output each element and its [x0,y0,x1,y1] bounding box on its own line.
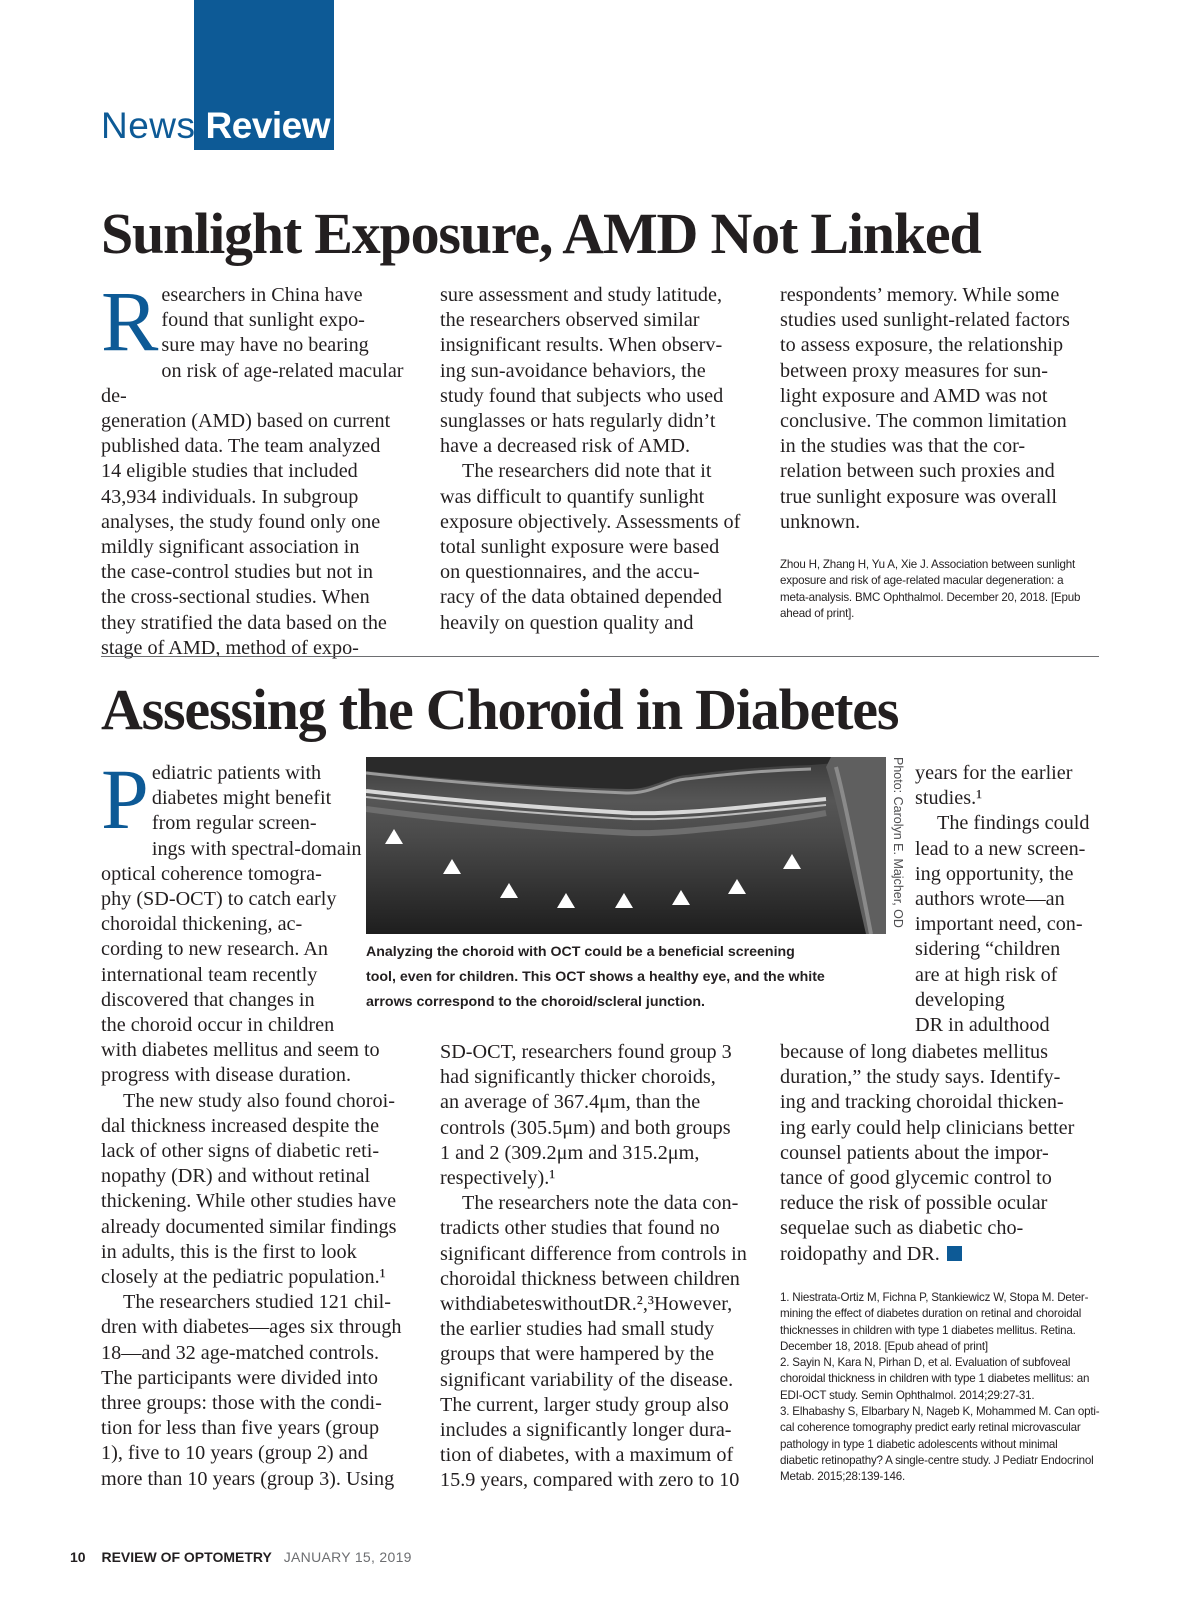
oct-image [366,757,886,934]
article2-col3-para1: years for the earlier studies.¹ [915,762,1073,810]
end-of-article-mark [947,1246,962,1261]
article1-col2-para1: sure assessment and study latitude, the researchers observed similar insignificant results. When observ- ing sun-avoidance behaviors, the study found that subjects who used sunglasses or hats regularly didn’t have a decreased risk of AMD. [440,284,724,458]
issue-date: JANUARY 15, 2019 [283,1549,412,1565]
oct-scan-graphic [366,757,886,934]
article1-col2-para2: The researchers did note that it was difficult to quantify sunlight exposure objectively. Assessments of total sunlight exposure were based on questionnaires, and the accu- racy of the data obtained depended heavily on question quality and [440,460,741,634]
article1-column2 [440,283,760,636]
article2-dropcap: P [101,751,149,847]
article1-headline: Sunlight Exposure, AMD Not Linked [101,201,981,266]
section-review-label: Review [205,105,331,146]
article2-column2 [440,1040,762,1494]
article2-column3-upper [915,761,1105,1038]
article2-col2-para1: SD-OCT, researchers found group 3 had significantly thicker choroids, an average of 367.4μm, than the controls (305.5μm) and both groups 1 and 2 (309.2μm and 315.2μm, respectively).¹ [440,1041,732,1190]
article2-column3-lower [780,1040,1105,1267]
article1-reference: Zhou H, Zhang H, Yu A, Xie J. Association between sunlight exposure and risk of age-related macular degeneration: a meta-analysis. BMC Ophthalmol. December 20, 2018. [Epub ahead of print]. [780,558,1081,620]
article1-col1-text: esearchers in China have found that sunlight expo- sure may have no bearing on risk of age-related macular de- generation (AMD) based on current published data. The team analyzed 14 eligible studies that included 43,934 individuals. In subgroup analyses, the study found only one mildly significant association in the case-control studies but not in the cross-sectional studies. When they stratified the data based on the stage of AMD, method of expo- [101,284,404,659]
figure-caption: Analyzing the choroid with OCT could be a beneficial screening tool, even for children. This OCT shows a healthy eye, and the white arrows correspond to the choroid/scleral junction. [366,944,825,1011]
article2-col3-para3-text: because of long diabetes mellitus duration,” the study says. Identify- ing and tracking choroidal thicken- ing early could help clinicians better counsel patients about the impor- tance of good glycemic control to reduce the risk of possible ocular sequelae such as diabetic cho- roidopathy and DR. [780,1041,1075,1265]
article2-col3-para2: The findings could lead to a new screen- ing opportunity, the authors wrote—an important need, con- sidering “children are at high risk of developing DR in adulthood [915,812,1090,1037]
page-footer [70,1549,412,1565]
article2-col1-para3: The researchers studied 121 chil- dren with diabetes—ages six through 18—and 32 age-matched controls. The participants were divided into three groups: those with the condi- tion for less than five years (group 1), five to 10 years (group 2) and more than 10 years (group 3). Using [101,1291,402,1490]
section-divider [101,656,1099,657]
article2-col3-para3 [780,1040,1105,1267]
article1-col3-text: respondents’ memory. While some studies used sunlight-related factors to assess exposure, the relationship between proxy measures for sun- light exposure and AMD was not conclusive. The common limitation in the studies was that the cor- relation between such proxies and true sunlight exposure was overall unknown. [780,284,1070,533]
article2-col1-para1: ediatric patients with diabetes might benefit from regular screen- ings with spectral-domain optical coherence tomogra- phy (SD-OCT) to catch early choroidal thickening, ac- cording to new research. An international team recently discovered that changes in the choroid occur in children with diabetes mellitus and seem to progress with disease duration. [101,762,380,1087]
article2-col1-para2: The new study also found choroi- dal thickness increased despite the lack of other signs of diabetic reti- nopathy (DR) and without retinal thickening. While other studies have already documented similar findings in adults, this is the first to look closely at the pediatric population.¹ [101,1089,397,1289]
article1-column3 [780,283,1100,535]
photo-credit: Photo: Carolyn E. Majcher, OD [891,757,905,928]
article2-headline: Assessing the Choroid in Diabetes [101,677,899,742]
article1-column1 [101,273,419,661]
article2-col2-para2: The researchers note the data con- tradicts other studies that found no significant difference from controls in choroidal thickness between children withdiabeteswithoutDR.²,³However, the earlier studies had small study groups that were hampered by the significant variability of the disease. The current, larger study group also includes a significantly longer dura- tion of diabetes, with a maximum of 15.9 years, compared with zero to 10 [440,1192,747,1492]
section-news-label: News [101,105,196,146]
magazine-name: REVIEW OF OPTOMETRY [101,1549,272,1565]
article1-dropcap: R [101,273,159,369]
page-number: 10 [70,1549,86,1565]
section-label [101,102,330,150]
article2-references: 1. Niestrata-Ortiz M, Fichna P, Stankiewicz W, Stopa M. Deter- mining the effect of diabetes duration on retinal and choroidal thicknesses in children with type 1 diabetes mellitus. Retina. December 18, 2018. [Epub ahead of print] 2. Sayin N, Kara N, Pirhan D, et al. Evaluation of subfoveal choroidal thickness in children with type 1 diabetes mellitus: an EDI-OCT study. Semin Ophthalmol. 2014;29:27-31. 3. Elhabashy S, Elbarbary N, Nageb K, Mohammed M. Can opti- cal coherence tomography predict early retinal microvascular pathology in type 1 diabetic adolescents without minimal diabetic retinopathy? A single-centre study. J Pediatr Endocrinol Metab. 2015;28:139-146. [780,1291,1100,1484]
